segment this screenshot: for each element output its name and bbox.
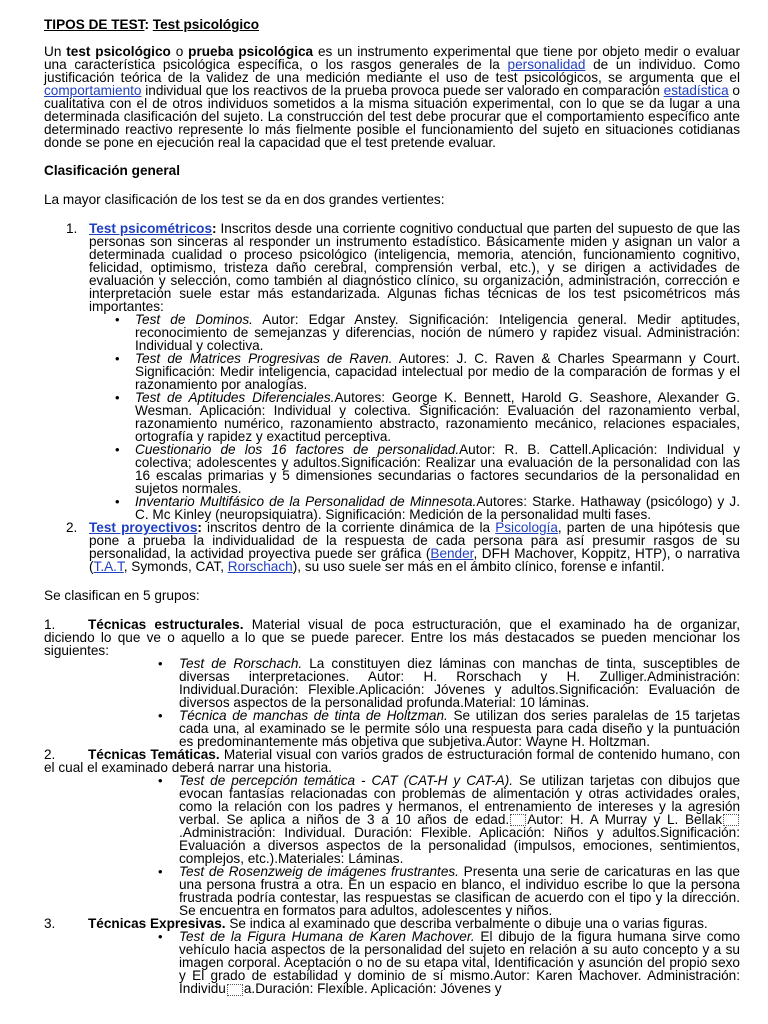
item-text: , Symonds, CAT, xyxy=(123,559,228,574)
list-number: 1. xyxy=(66,221,78,236)
page-title xyxy=(44,18,740,31)
bullet-text: El dibujo de la figura humana sirve como vehículo hacia aspectos de la personalidad del sujeto en relación a su auto concepto y a su imagen corporal. Aceptación o no de su etapa vital, Identificación y asunción del propio sexo y El grado de estabilidad y dominio de sí mismo.Autor: Karen Machover. Administración: Individu xyxy=(179,929,741,997)
bullet-title: Test de Dominos. xyxy=(135,312,253,327)
bullet-text: Autores: Starke. Hathaway (psicólogo) y J. C. Mc Kinley (neuropsiquiatra). Significación: Medición de la personalidad multi fases. xyxy=(135,494,740,522)
intro-text: de un individuo. Como justificación teórica de la validez de una medición mediante el uso de test psicológicos, se argumenta que el xyxy=(44,57,740,85)
link-test-proyectivos[interactable]: Test proyectivos xyxy=(89,520,198,535)
bullet-title: Inventario Multifásico de la Personalidad de Minnesota. xyxy=(135,494,477,509)
item-text: inscritos dentro de la corriente dinámica de la xyxy=(201,520,496,535)
link-rorschach[interactable]: Rorschach xyxy=(227,559,293,574)
bullet-item xyxy=(89,313,740,352)
list-item-proyectivos xyxy=(44,521,740,573)
bullet-icon: • xyxy=(115,351,120,366)
bullet-item xyxy=(44,930,740,995)
bullet-item xyxy=(44,774,740,865)
tecnica-name: Técnicas Temáticas. xyxy=(88,747,220,762)
bullet-text: Autor: R. B. Cattell.Aplicación: Individual y colectiva; adolescentes y adultos.Significación: Realizar una evaluación de la personalidad con las 16 escalas primarias y 5 dimensiones secundarias o factores secundarios de la personalidad en sujetos normales. xyxy=(135,442,740,496)
list-item-psicometricos xyxy=(44,222,740,521)
psicometricos-bullets xyxy=(89,313,740,521)
link-tat[interactable]: T.A.T xyxy=(93,559,124,574)
bullet-item xyxy=(89,352,740,391)
item-text: Inscritos desde una corriente cognitivo conductual que parten del supuesto de que las personas son sinceras al responder un instrumento estadístico. Básicamente miden y asignan un valor a determinada cualidad o proceso psicológico (inteligencia, memoria, atención, funcionamiento cognitivo, felicidad, optimismo, tristeza daño cerebral, comprensión verbal, etc.), y se dirigen a actividades de evaluación y selección, como también al diagnóstico clínico, su organización, administración, corrección e interpretación suele estar más estandarizada. Algunas fichas técnicas de los test psicométricos más importantes: xyxy=(89,221,741,314)
item-text: , DFH Machover, Koppitz, HTP), o narrativa ( xyxy=(89,546,740,574)
bullet-text: Autores: George K. Bennett, Harold G. Seashore, Alexander G. Wesman. Aplicación: Individual y colectiva. Significación: Evaluación del razonamiento verbal, razonamiento numérico, razonamiento abstracto, razonamiento mecánico, relaciones espaciales, ortografía y rapidez y exactitud perceptiva. xyxy=(135,390,740,444)
lead-paragraph: La mayor clasificación de los test se da en dos grandes vertientes: xyxy=(44,192,445,207)
tecnica-name: Técnicas Expresivas. xyxy=(88,916,226,932)
colon: : xyxy=(197,520,202,535)
bullet-text: Autores: J. C. Raven & Charles Spearmann y Court. Significación: Medir inteligencia, capacidad intelectual por medio de la comparación de formas y el razonamiento por analogías. xyxy=(135,351,740,392)
bullet-title: Técnica de manchas de tinta de Holtzman. xyxy=(179,708,448,723)
tecnica-expresivas xyxy=(44,917,740,995)
colon: : xyxy=(212,221,217,236)
bullet-text: Autor: Edgar Anstey. Significación: Inteligencia general. Medir aptitudes, reconocimiento de semejanzas y diferencias, noción de número y rapidez visual. Administración: Individual y colectiva. xyxy=(135,312,740,353)
missing-glyph-icon xyxy=(227,984,243,996)
title-separator: : xyxy=(144,17,153,32)
bullet-icon: • xyxy=(158,708,163,723)
bullet-title: Test de Rosenzweig de imágenes frustrantes. xyxy=(179,864,459,880)
section-heading: Clasificación general xyxy=(44,163,180,178)
tecnica-desc: Material visual con varios grados de estructuración formal de contenido humano, con el cual el examinado deberá narrar una historia. xyxy=(44,747,741,775)
bullet-title: Test de Matrices Progresivas de Raven. xyxy=(135,351,393,366)
tecnica-desc: Se indica al examinado que describa verbalmente o dibuje una o varias figuras. xyxy=(225,916,708,932)
bullet-item xyxy=(44,709,740,748)
item-text: ), su uso suele ser más en el ámbito clínico, forense e infantil. xyxy=(292,559,665,574)
list-number: 2. xyxy=(66,520,78,535)
bullet-icon: • xyxy=(115,390,120,405)
bullet-item xyxy=(89,391,740,443)
bullet-title: Test de Rorschach. xyxy=(179,656,303,671)
intro-text: Un xyxy=(44,44,67,59)
bullet-title: Test de Aptitudes Diferenciales. xyxy=(135,390,335,405)
tecnica-bullets xyxy=(44,774,740,917)
intro-bold-prueba: prueba psicológica xyxy=(188,44,314,59)
bullet-icon: • xyxy=(158,864,163,880)
groups-intro: Se clasifican en 5 grupos: xyxy=(44,588,200,603)
intro-text: o xyxy=(170,44,189,59)
tecnica-paragraph xyxy=(44,748,740,774)
bullet-text: La constituyen diez láminas con manchas de tinta, susceptibles de diversas interpretaciones. Autor: H. Rorschach y H. Zulliger.Administración: Individual.Duración: Flexible.Aplicación: Jóvenes y adultos.Significación: Evaluación de diversos aspectos de la personalidad profunda.Material: 10 láminas. xyxy=(179,656,740,710)
tecnica-tematicas xyxy=(44,748,740,917)
link-test-psicometricos[interactable]: Test psicométricos xyxy=(89,221,213,236)
title-prefix: TIPOS DE TEST xyxy=(44,17,145,32)
item-text: , parten de una hipótesis que pone a prueba la individualidad de la respuesta de cada persona para así presumir rasgos de su personalidad, la actividad proyectiva puede ser gráfica ( xyxy=(89,520,741,561)
bullet-title: Test de la Figura Humana de Karen Machover. xyxy=(179,929,475,945)
bullet-text: Se utilizan dos series paralelas de 15 tarjetas cada una, al examinado se le permite sólo una respuesta para cada diseño y la puntuación es predominantemente más objetiva que subjetiva.Autor: Wayne H. Holtzman. xyxy=(179,708,740,749)
bullet-item xyxy=(44,865,740,917)
bullet-icon: • xyxy=(158,929,163,945)
bullet-icon: • xyxy=(115,494,120,509)
bullet-title: Cuestionario de los 16 factores de personalidad. xyxy=(135,442,460,457)
bullet-title: Test de percepción temática - CAT (CAT-H y CAT-A). xyxy=(179,773,514,788)
title-rest: Test psicológico xyxy=(152,17,260,32)
bullet-icon: • xyxy=(115,442,120,457)
link-personalidad[interactable]: personalidad xyxy=(507,57,586,72)
bullet-icon: • xyxy=(158,656,163,671)
tecnica-bullets xyxy=(44,657,740,748)
link-psicologia[interactable]: Psicología xyxy=(495,520,558,535)
intro-text: individual que los reactivos de la prueba provoca puede ser valorado en comparación xyxy=(141,83,664,98)
bullet-item xyxy=(89,495,740,521)
tecnica-number: 3. xyxy=(44,916,56,932)
tecnica-number: 1. xyxy=(44,617,56,632)
bullet-icon: • xyxy=(158,773,163,788)
intro-bold-test: test psicológico xyxy=(66,44,171,59)
tecnica-number: 2. xyxy=(44,747,56,762)
bullet-text: Presenta una serie de caricaturas en las que una persona frustra a otra. En un espacio en blanco, el individuo escribe lo que la persona frustrada podría contestar, las respuestas se clasifican de acuerdo con el tipo y la dirección. Se encuentra en formatos para adultos, adolescentes y niños. xyxy=(179,864,740,919)
intro-text: es un instrumento experimental que tiene por objeto medir o evaluar una característica psicológica específica, o los rasgos generales de la xyxy=(44,44,740,72)
link-comportamiento[interactable]: comportamiento xyxy=(44,83,142,98)
link-bender[interactable]: Bender xyxy=(430,546,474,561)
link-estadistica[interactable]: estadística xyxy=(663,83,729,98)
bullet-text: Se utilizan tarjetas con dibujos que evocan fantasías relacionadas con problemas de alimentación y otras actividades orales, como la relación con los padres y hermanos, el entrenamiento de intereses y la agresión verbal. Se aplica a niños de 3 a 10 años de edad. xyxy=(179,773,741,827)
tecnica-name: Técnicas estructurales. xyxy=(88,617,244,632)
tecnica-paragraph xyxy=(44,618,740,657)
main-list xyxy=(44,222,740,573)
bullet-icon: • xyxy=(115,312,120,327)
tecnica-bullets xyxy=(44,930,740,995)
bullet-text: a xyxy=(243,981,252,997)
bullet-item xyxy=(89,443,740,495)
bullet-text: .Duración: Flexible. Aplicación: Jóvenes y xyxy=(251,981,502,997)
intro-paragraph xyxy=(44,45,740,149)
tecnica-estructurales xyxy=(44,618,740,748)
bullet-text: Autor: H. A Murray y L. Bellak xyxy=(527,812,722,827)
intro-text: o cualitativa con el de otros individuos sometidos a la misma situación experimental, con lo que se da lugar a una determinada clasificación del sujeto. La construcción del test debe procurar que el comportamiento específico ante determinado reactivo represente lo más fielmente posible el funcionamiento del sujeto en situaciones cotidianas donde se pone en ejecución real la capacidad que el test pretende evaluar. xyxy=(44,83,740,150)
tecnica-desc: Material visual de poca estructuración, que el examinado ha de organizar, diciendo lo que ve o aquello a lo que se puede parecer. Entre los más destacados se pueden mencionar los siguientes: xyxy=(44,617,740,658)
bullet-text: .Administración: Individual. Duración: Flexible. Aplicación: Niños y adultos.Significación: Evaluación a diversos aspectos de la personalidad (impulsos, emociones, sentimientos, complejos, etc.).Materiales: Láminas. xyxy=(179,825,740,867)
bullet-item xyxy=(44,657,740,709)
